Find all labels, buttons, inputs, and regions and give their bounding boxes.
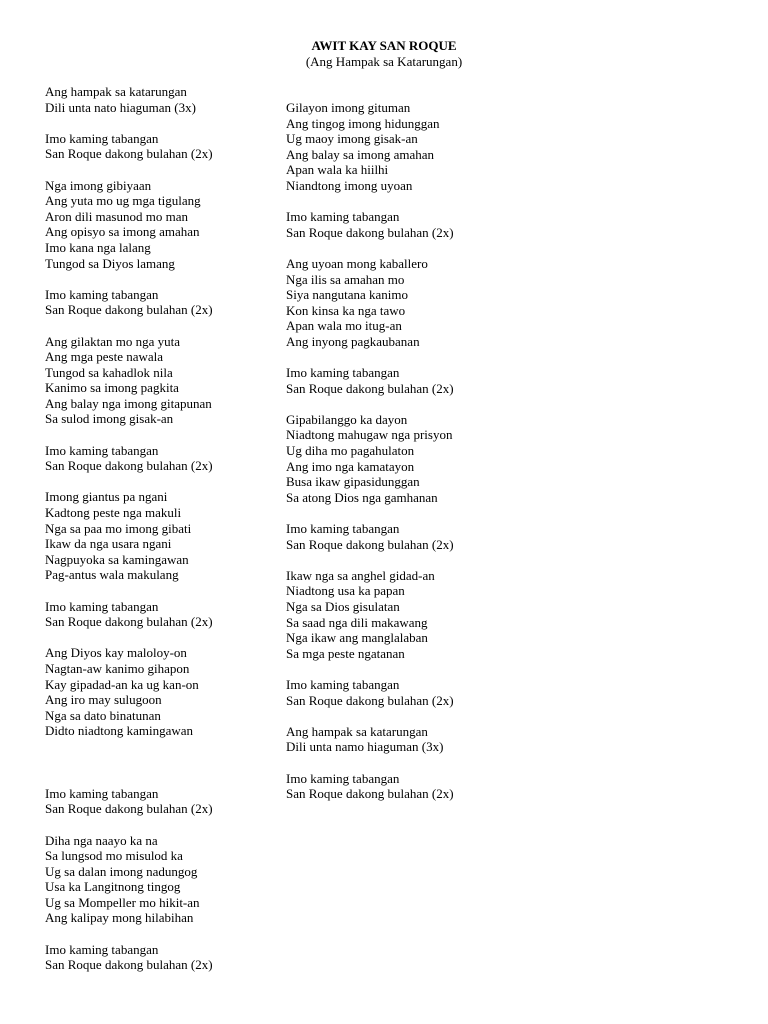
stanza bbox=[286, 256, 616, 350]
lyric-line: Nga imong gibiyaan bbox=[45, 177, 152, 193]
lyric-line: Imo kaming tabangan bbox=[286, 209, 400, 225]
lyric-line: Ikaw nga sa anghel gidad-an bbox=[286, 567, 435, 583]
lyric-line: Tungod sa Diyos lamang bbox=[45, 255, 175, 271]
lyric-line: Nga ilis sa amahan mo bbox=[286, 271, 405, 287]
song-subtitle: (Ang Hampak sa Katarungan) bbox=[305, 54, 463, 69]
lyric-line: Pag-antus wala makulang bbox=[45, 567, 179, 583]
lyric-line: Usa ka Langitnong tingog bbox=[45, 879, 181, 895]
lyric-line: Dili unta namo hiaguman (3x) bbox=[286, 739, 444, 755]
lyric-line: Ang mga peste nawala bbox=[45, 349, 164, 365]
stanza bbox=[45, 833, 375, 927]
lyric-line: Imo kaming tabangan bbox=[45, 598, 159, 614]
stanza bbox=[286, 771, 616, 802]
lyric-line: San Roque dakong bulahan (2x) bbox=[286, 536, 454, 552]
lyric-line: Niandtong imong uyoan bbox=[286, 177, 413, 193]
stanza bbox=[286, 209, 616, 240]
lyric-line: Ang yuta mo ug mga tigulang bbox=[45, 193, 201, 209]
lyric-line: San Roque dakong bulahan (2x) bbox=[286, 380, 454, 396]
lyric-line: Ug sa Mompeller mo hikit-an bbox=[45, 894, 200, 910]
lyric-line: Sa atong Dios nga gamhanan bbox=[286, 489, 438, 505]
lyric-line: San Roque dakong bulahan (2x) bbox=[45, 614, 213, 630]
lyric-line: Sa saad nga dili makawang bbox=[286, 614, 428, 630]
lyric-line: San Roque dakong bulahan (2x) bbox=[45, 801, 213, 817]
lyric-line: Ang balay sa imong amahan bbox=[286, 146, 435, 162]
lyric-line: Tungod sa kahadlok nila bbox=[45, 364, 173, 380]
lyric-line: Ang hampak sa katarungan bbox=[286, 723, 428, 739]
right-lyrics-column bbox=[286, 100, 616, 817]
lyric-line: San Roque dakong bulahan (2x) bbox=[45, 302, 213, 318]
stanza bbox=[286, 568, 616, 662]
lyric-line: Ug sa dalan imong nadungog bbox=[45, 863, 198, 879]
lyric-line: Imo kaming tabangan bbox=[45, 941, 159, 957]
lyric-line: Ang opisyo sa imong amahan bbox=[45, 224, 200, 240]
lyric-line: Ang hampak sa katarungan bbox=[45, 84, 187, 99]
lyric-line: Kon kinsa ka nga tawo bbox=[286, 302, 406, 318]
lyric-line: Imo kaming tabangan bbox=[45, 442, 159, 458]
lyric-line: Ang inyong pagkaubanan bbox=[286, 333, 420, 349]
lyric-line: Ang Diyos kay maloloy-on bbox=[45, 645, 187, 661]
lyric-line: Niadtong mahugaw nga prisyon bbox=[286, 427, 453, 443]
lyric-line: Ang gilaktan mo nga yuta bbox=[45, 333, 181, 349]
lyric-line: San Roque dakong bulahan (2x) bbox=[45, 458, 213, 474]
lyric-line: Imo kaming tabangan bbox=[286, 521, 400, 537]
lyric-line: Kanimo sa imong pagkita bbox=[45, 380, 179, 396]
lyric-line: Siya nangutana kanimo bbox=[286, 287, 409, 303]
lyric-line: Ang kalipay mong hilabihan bbox=[45, 910, 194, 926]
lyric-line: Imo kaming tabangan bbox=[45, 785, 159, 801]
lyric-line: Ang iro may sulugoon bbox=[45, 692, 162, 708]
lyric-line: Kadtong peste nga makuli bbox=[45, 505, 182, 521]
lyric-line: San Roque dakong bulahan (2x) bbox=[286, 786, 454, 802]
lyric-line: Gipabilanggo ka dayon bbox=[286, 411, 408, 427]
lyric-line: Imo kaming tabangan bbox=[286, 676, 400, 692]
lyric-line: Nga sa dato binatunan bbox=[45, 707, 161, 723]
lyric-line: Ang imo nga kamatayon bbox=[286, 458, 415, 474]
lyric-line: Apan wala mo itug-an bbox=[286, 318, 402, 334]
lyric-line: Niadtong usa ka papan bbox=[286, 583, 405, 599]
lyric-line: Ikaw da nga usara ngani bbox=[45, 536, 172, 552]
lyric-line: Ang tingog imong hidunggan bbox=[286, 115, 440, 131]
lyric-line: Nagtan-aw kanimo gihapon bbox=[45, 660, 190, 676]
stanza bbox=[286, 677, 616, 708]
lyric-line: Sa lungsod mo misulod ka bbox=[45, 848, 183, 864]
lyric-line: Imo kana nga lalang bbox=[45, 239, 151, 255]
lyric-line: Nga sa paa mo imong gibati bbox=[45, 520, 192, 536]
lyric-line: Imo kaming tabangan bbox=[45, 130, 159, 146]
lyric-line: Apan wala ka hiilhi bbox=[286, 162, 389, 178]
lyric-line: Ug diha mo pagahulaton bbox=[286, 443, 415, 459]
lyric-line: Diha nga naayo ka na bbox=[45, 832, 158, 848]
lyric-line: Nga ikaw ang manglalaban bbox=[286, 630, 428, 646]
stanza bbox=[286, 724, 616, 755]
lyric-line: Nagpuyoka sa kamingawan bbox=[45, 551, 189, 567]
stanza bbox=[286, 412, 616, 506]
lyric-line: Aron dili masunod mo man bbox=[45, 208, 188, 224]
lyric-line: Imo kaming tabangan bbox=[45, 286, 159, 302]
lyric-line: Ang balay nga imong gitapunan bbox=[45, 395, 212, 411]
stanza bbox=[286, 521, 616, 552]
lyric-line: Busa ikaw gipasidunggan bbox=[286, 474, 420, 490]
stanza bbox=[45, 942, 375, 973]
lyric-line: Sa mga peste ngatanan bbox=[286, 645, 405, 661]
song-title: AWIT KAY SAN ROQUE bbox=[311, 38, 457, 53]
stanza bbox=[286, 365, 616, 396]
lyric-line: Dili unta nato hiaguman (3x) bbox=[45, 99, 196, 115]
lyric-line: San Roque dakong bulahan (2x) bbox=[45, 957, 213, 973]
lyric-line: Imo kaming tabangan bbox=[286, 365, 400, 381]
lyric-line: Imo kaming tabangan bbox=[286, 770, 400, 786]
lyric-line: Sa sulod imong gisak-an bbox=[45, 411, 174, 427]
lyric-line: Gilayon imong gituman bbox=[286, 100, 411, 115]
lyric-line: Ug maoy imong gisak-an bbox=[286, 131, 418, 147]
lyric-line: Nga sa Dios gisulatan bbox=[286, 599, 400, 614]
stanza bbox=[286, 100, 616, 194]
lyric-line: San Roque dakong bulahan (2x) bbox=[45, 146, 213, 162]
lyric-line: Didto niadtong kamingawan bbox=[45, 723, 194, 739]
lyric-line: San Roque dakong bulahan (2x) bbox=[286, 224, 454, 240]
lyric-line: San Roque dakong bulahan (2x) bbox=[286, 692, 454, 708]
lyric-line: Ang uyoan mong kaballero bbox=[286, 255, 428, 271]
lyric-line: Imong giantus pa ngani bbox=[45, 489, 168, 505]
lyric-line: Kay gipadad-an ka ug kan-on bbox=[45, 676, 199, 692]
